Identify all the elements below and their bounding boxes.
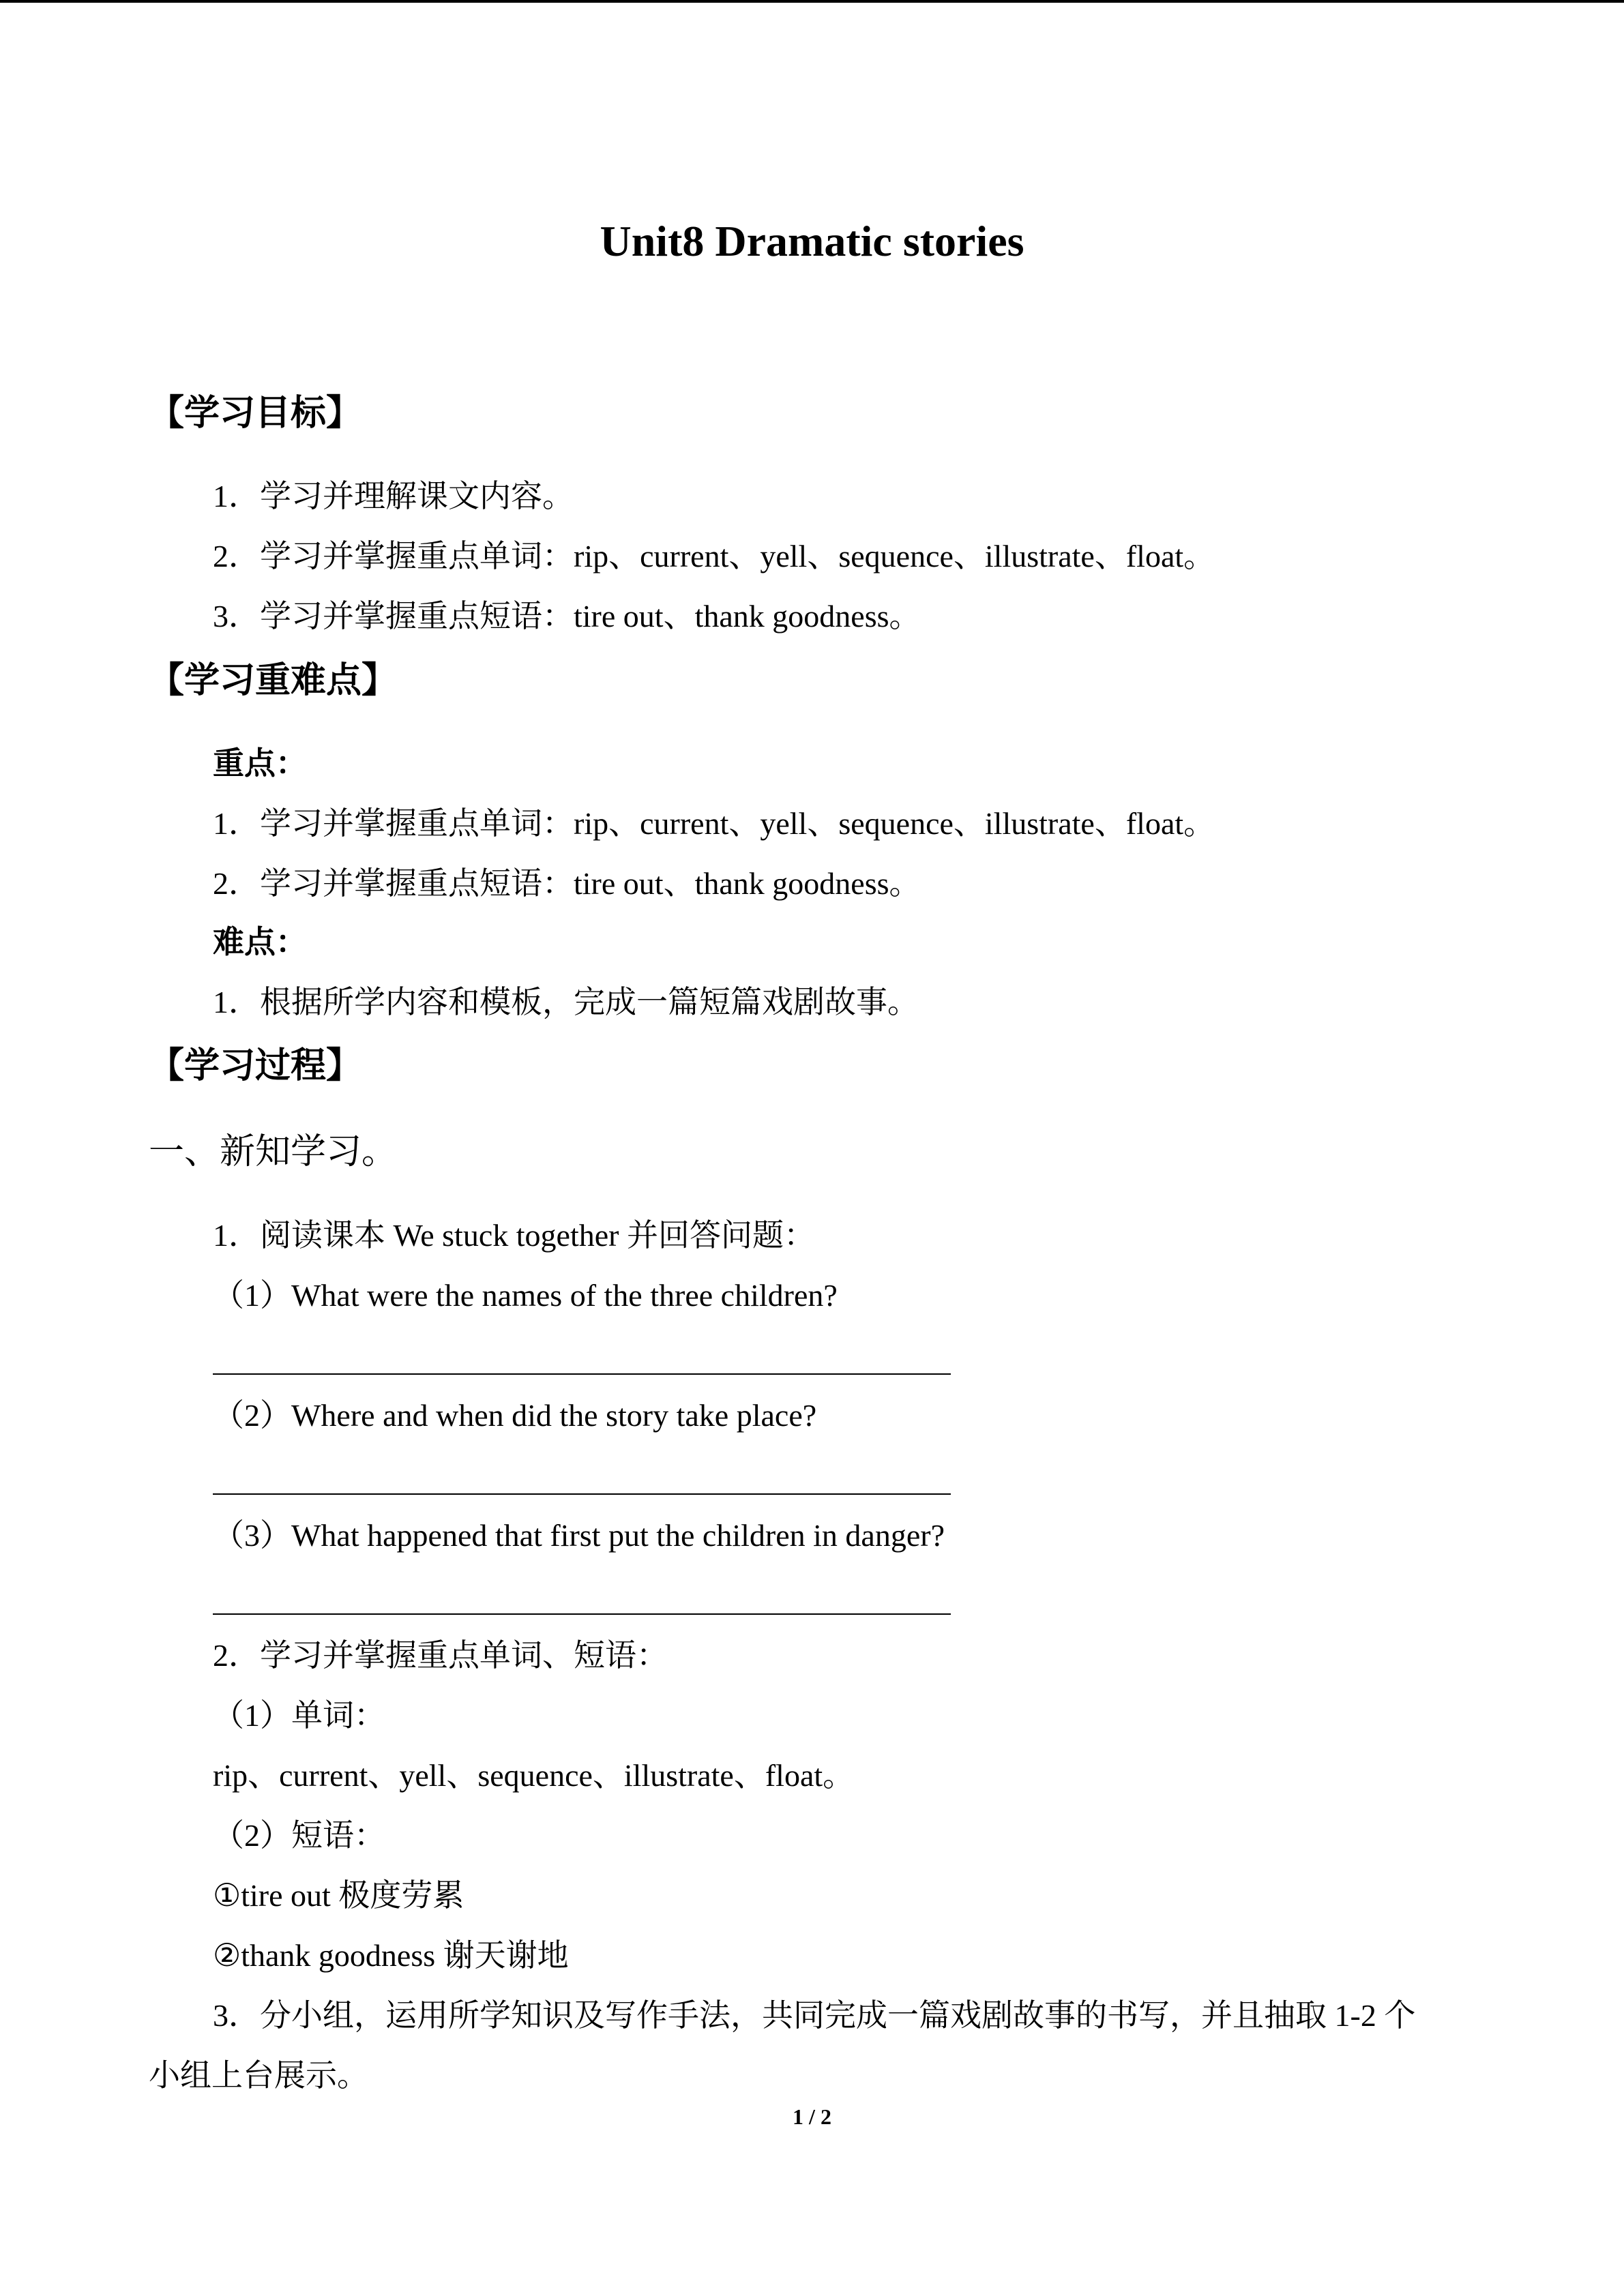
difficulty-label: 难点： [213,925,307,959]
section-heading-goals: 【学习目标】 [149,393,362,434]
focus-item-2: 2．学习并掌握重点短语：tire out、thank goodness。 [213,866,921,901]
question-1: （1）What were the names of the three children? [213,1278,838,1313]
difficulty-item-1: 1．根据所学内容和模板，完成一篇短篇戏剧故事。 [213,985,919,1019]
task-2: 2．学习并掌握重点单词、短语： [213,1638,668,1673]
phrase-item-1: ①tire out 极度劳累 [213,1878,464,1913]
goal-item-3: 3．学习并掌握重点短语：tire out、thank goodness。 [213,599,921,633]
task-3-line-1: 3．分小组，运用所学知识及写作手法，共同完成一篇戏剧故事的书写，并且抽取 1-2 个 [213,1998,1416,2033]
words-list: rip、current、yell、sequence、illustrate、float。 [213,1758,855,1793]
section-heading-process: 【学习过程】 [149,1045,362,1086]
answer-blank-3 [213,1613,951,1615]
task-1: 1．阅读课本 We stuck together 并回答问题： [213,1218,815,1253]
words-label: （1）单词： [213,1698,385,1733]
task-3-line-2: 小组上台展示。 [149,2058,368,2093]
page-number: 1 / 2 [793,2104,831,2129]
section-heading-key-points: 【学习重难点】 [149,660,398,701]
question-2: （2）Where and when did the story take place? [213,1398,817,1433]
question-3: （3）What happened that first put the children in danger? [213,1518,945,1553]
goal-item-2: 2．学习并掌握重点单词：rip、current、yell、sequence、illustrate、float。 [213,539,1215,573]
phrase-item-2: ②thank goodness 谢天谢地 [213,1938,569,1973]
focus-item-1: 1．学习并掌握重点单词：rip、current、yell、sequence、illustrate、float。 [213,806,1215,841]
answer-blank-1 [213,1373,951,1375]
answer-blank-2 [213,1493,951,1495]
goal-item-1: 1．学习并理解课文内容。 [213,479,574,513]
focus-label: 重点： [213,746,307,781]
part1-title: 一、新知学习。 [149,1133,398,1172]
phrases-label: （2）短语： [213,1818,385,1853]
document-title: Unit8 Dramatic stories [600,217,1024,265]
